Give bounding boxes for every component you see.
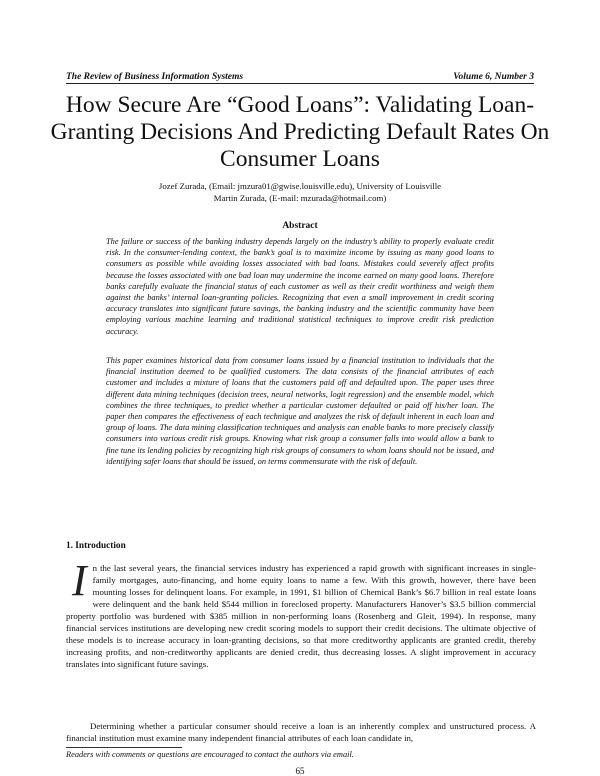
footnote-divider [66, 747, 182, 748]
drop-cap: I [72, 556, 87, 605]
volume-number: Volume 6, Number 3 [453, 72, 534, 82]
journal-name: The Review of Business Information Systems [66, 72, 244, 82]
author-line: Jozef Zurada, (Email: jmzura01@gwise.louisville.edu), University of Louisville [158, 181, 442, 191]
page-number: 65 [295, 766, 305, 776]
section-heading-introduction: 1. Introduction [66, 541, 126, 551]
running-header [66, 72, 534, 84]
paper-title: How Secure Are “Good Loans”: Validating Loan-Granting Decisions And Predicting Default Rates On Consumer Loans [50, 92, 550, 172]
author-line: Martin Zurada, (E-mail: mzurada@hotmail.com) [213, 193, 387, 203]
abstract-paragraph: This paper examines historical data from consumer loans issued by a financial institution to individuals that the financial institution deemed to be qualified customers. The data consists of the financial attributes of each customer and includes a mixture of loans that the customers paid off and defaulted upon. The paper uses three different data mining techniques (decision trees, neural networks, logit regression) and the ensemble model, which combines the three techniques, to predict whether a particular customer defaulted or paid off his/her loan. The paper then compares the effectiveness of each technique and analyzes the risk of default inherent in each loan and group of loans. The data mining classification techniques and analysis can enable banks to more precisely classify consumers into various credit risk groups. Knowing what risk group a consumer falls into would allow a bank to fine tune its lending policies by recognizing high risk groups of consumers to whom loans should not be issued, and identifying safer loans that should be issued, on terms commensurate with the risk of default. [106, 356, 494, 466]
body-paragraph [66, 556, 536, 670]
body-paragraph-text: n the last several years, the financial services industry has experienced a rapid growth with significant increases in single-family mortgages, auto-financing, and home equity loans to name a few. With this growth, however, there have been mounting losses for delinquent loans. For example, in 1991, $1 billion of Chemical Bank’s $6.7 billion in real estate loans were delinquent and the bank held $544 million in foreclosed property. Manufacturers Hanover’s $3.5 billion commercial property portfolio was burdened with $385 million in non-performing loans (Rosenberg and Gleit, 1994). In response, many financial services institutions are developing new credit scoring models to support their credit decisions. The ultimate objective of these models is to increase accuracy in loan-granting decisions, so that more creditworthy applicants are granted credit, thereby increasing profits, and non-creditworthy applicants are denied credit, thus decreasing losses. A slight improvement in accuracy translates into significant future savings. [66, 563, 536, 669]
body-paragraph: Determining whether a particular consumer should receive a loan is an inherently complex and unstructured process. A financial institution must examine many independent financial attributes of each loan candidate in, [66, 721, 536, 743]
author-block [60, 180, 540, 204]
abstract-heading: Abstract [282, 221, 318, 231]
footnote: Readers with comments or questions are encouraged to contact the authors via email. [66, 750, 354, 759]
abstract-paragraph: The failure or success of the banking industry depends largely on the industry’s ability to properly evaluate credit risk. In the consumer-lending context, the bank’s goal is to maximize income by issuing as many good loans to consumers as possible while avoiding losses associated with bad loans. Mistakes could severely affect profits because the losses associated with one bad loan may undermine the income earned on many good loans. Therefore banks carefully evaluate the financial status of each customer as well as their credit worthiness and weigh them against the banks’ internal loan-granting policies. Recognizing that even a small improvement in credit scoring accuracy translates into significant future savings, the banking industry and the scientific community have been employing various machine learning and traditional statistical techniques to improve credit risk prediction accuracy. [106, 237, 494, 336]
